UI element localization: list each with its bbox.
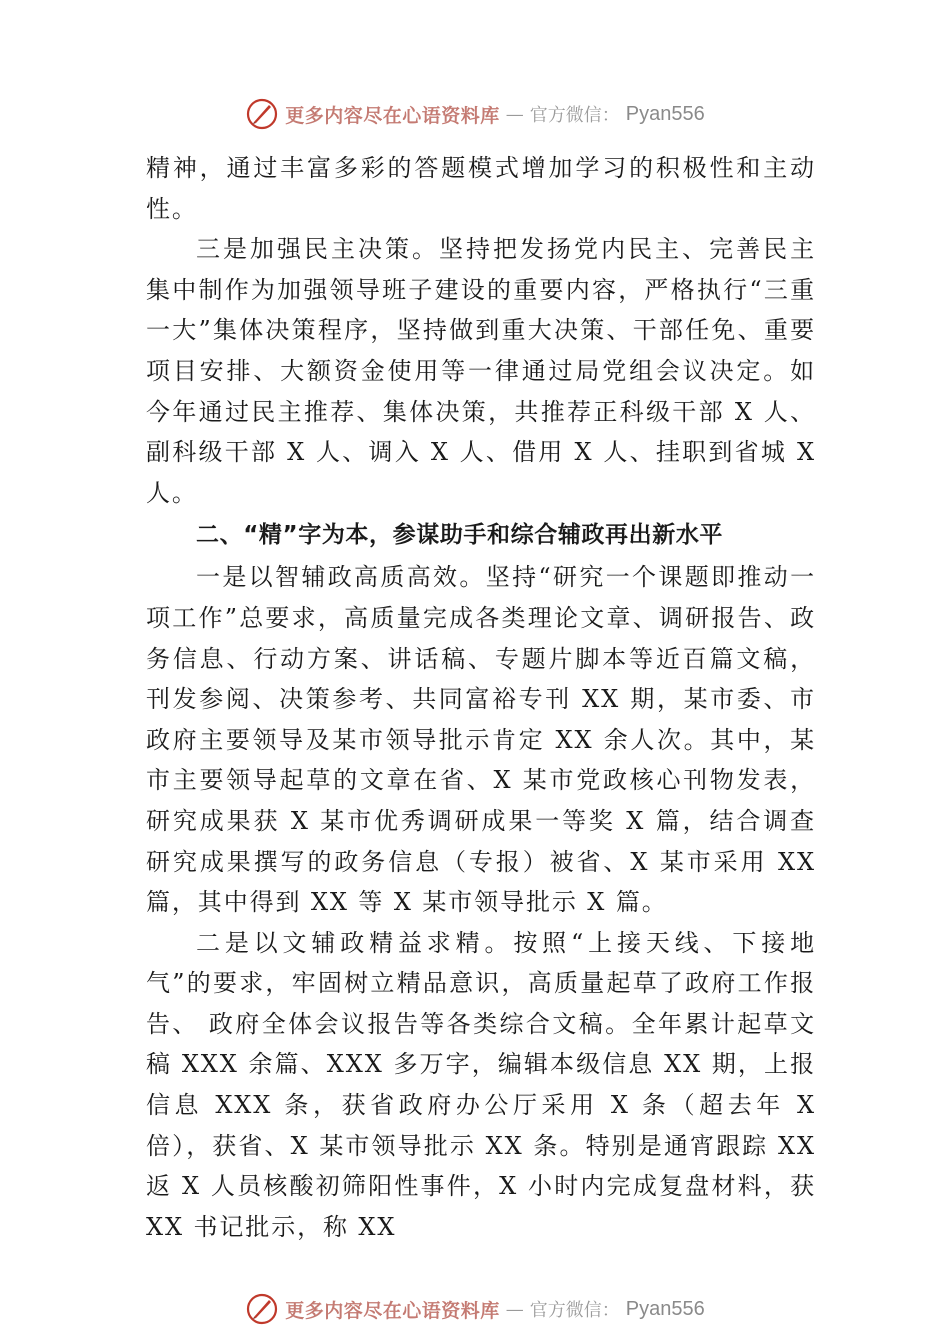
paragraph-continuation: 精神，通过丰富多彩的答题模式增加学习的积极性和主动性。 bbox=[146, 154, 816, 223]
document-body bbox=[146, 148, 816, 1247]
paragraph-writing-assist: 二是以文辅政精益求精。按照“上接天线、下接地气”的要求，牢固树立精品意识，高质量起草了政府工作报告、 政府全体会议报告等各类综合文稿。全年累计起草文稿 XXX 余篇、XXX 多万字，编辑本级信息 XX 期，上报信息 XXX 条，获省政府办公厅采用 X 条（超去年 X 倍），获省、X 某市领导批示 XX 条。特别是通宵跟踪 XX 返 X 人员核酸初筛阳性事件，X 小时内完成复盘材料，获 XX 书记批示，称 XX bbox=[146, 928, 816, 1241]
watermark-label: 官方微信： bbox=[529, 1300, 620, 1321]
quill-logo-icon bbox=[245, 97, 279, 131]
paragraph-wisdom-assist: 一是以智辅政高质高效。坚持“研究一个课题即推动一项工作”总要求，高质量完成各类理论文章、调研报告、政务信息、行动方案、讲话稿、专题片脚本等近百篇文稿，刊发参阅、决策参考、共同富裕专刊 XX 期，某市委、市政府主要领导及某市领导批示肯定 XX 余人次。其中，某市主要领导起草的文章在省、X 某市党政核心刊物发表，研究成果获 X 某市优秀调研成果一等奖 X 篇，结合调查研究成果撰写的政务信息（专报）被省、X 某市采用 XX 篇，其中得到 XX 等 X 某市领导批示 X 篇。 bbox=[146, 563, 816, 917]
watermark-account: Pyan556 bbox=[625, 1297, 705, 1320]
watermark-label: 官方微信： bbox=[529, 105, 620, 126]
watermark-separator: — bbox=[505, 103, 524, 125]
watermark-main-text: 更多内容尽在心语资料库 bbox=[285, 104, 500, 127]
paragraph-democratic-decision: 三是加强民主决策。坚持把发扬党内民主、完善民主集中制作为加强领导班子建设的重要内容，严格执行“三重一大”集体决策程序，坚持做到重大决策、干部任免、重要项目安排、大额资金使用等一律通过局党组会议决定。如今年通过民主推荐、集体决策，共推荐正科级干部 X 人、副科级干部 X 人、调入 X 人、借用 X 人、挂职到省城 X 人。 bbox=[146, 235, 816, 507]
footer-watermark bbox=[0, 1289, 950, 1329]
section-heading: 二、“精”字为本，参谋助手和综合辅政再出新水平 bbox=[196, 522, 724, 549]
watermark-main-text: 更多内容尽在心语资料库 bbox=[285, 1299, 500, 1322]
watermark-separator: — bbox=[505, 1298, 524, 1320]
header-watermark bbox=[0, 94, 950, 134]
watermark-account: Pyan556 bbox=[625, 102, 705, 125]
quill-logo-icon bbox=[245, 1292, 279, 1326]
